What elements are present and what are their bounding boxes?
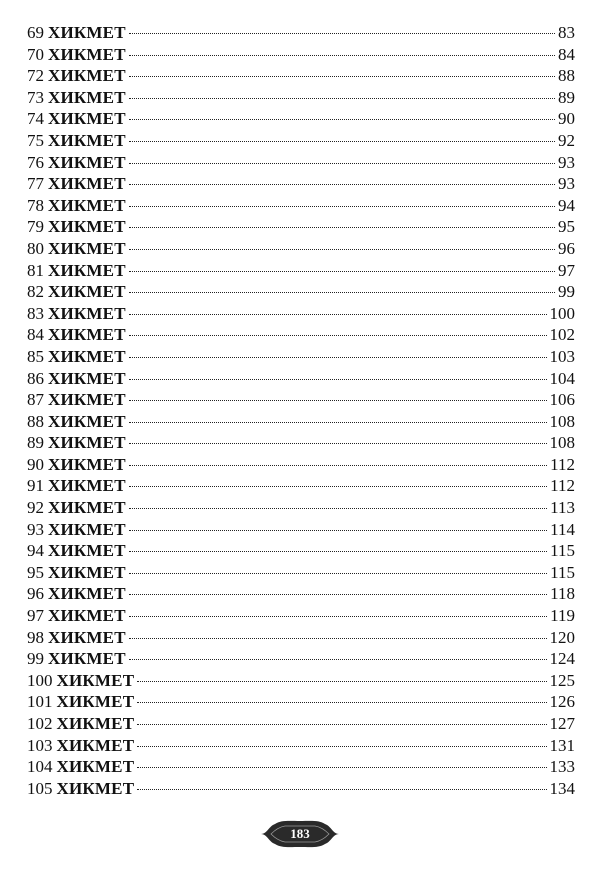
toc-entry-number: 105: [27, 778, 53, 798]
toc-entry: [27, 108, 575, 130]
toc-entry-number: 72: [27, 66, 44, 86]
toc-entry: [27, 497, 575, 519]
toc-entry-number: 73: [27, 87, 44, 107]
dot-leader: [129, 357, 547, 358]
toc-entry-page: 115: [550, 541, 575, 561]
dot-leader: [137, 702, 546, 703]
dot-leader: [129, 292, 555, 293]
toc-entry-label: ХИКМЕТ: [56, 735, 135, 755]
toc-entry-number: 74: [27, 109, 44, 129]
toc-entry-label: ХИКМЕТ: [48, 454, 126, 474]
toc-entry-number: 75: [27, 130, 44, 150]
toc-entry: [27, 627, 575, 649]
toc-entry-page: 100: [549, 303, 575, 323]
toc-entry-number: 87: [27, 390, 44, 410]
toc-entry-page: 94: [558, 195, 575, 215]
toc-entry: [27, 22, 575, 44]
toc-entry-number: 80: [27, 238, 44, 258]
toc-entry-number: 97: [27, 606, 44, 626]
toc-entry-number: 104: [27, 757, 53, 777]
toc-entry-label: ХИКМЕТ: [48, 562, 126, 582]
dot-leader: [129, 33, 555, 34]
dot-leader: [129, 551, 547, 552]
toc-entry-page: 93: [558, 152, 575, 172]
dot-leader: [129, 314, 547, 315]
toc-entry-page: 90: [558, 109, 575, 129]
toc-entry-number: 91: [27, 476, 44, 496]
toc-entry-label: ХИКМЕТ: [48, 584, 126, 604]
toc-entry-page: 106: [549, 390, 575, 410]
toc-entry-label: ХИКМЕТ: [48, 606, 126, 626]
toc-entry-number: 92: [27, 498, 44, 518]
toc-entry-number: 81: [27, 260, 44, 280]
toc-entry-page: 133: [549, 757, 575, 777]
toc-entry-number: 96: [27, 584, 44, 604]
toc-entry: [27, 195, 575, 217]
toc-entry: [27, 65, 575, 87]
toc-entry: [27, 475, 575, 497]
toc-entry-page: 115: [550, 562, 575, 582]
toc-entry-label: ХИКМЕТ: [48, 519, 126, 539]
toc-entry-label: ХИКМЕТ: [48, 195, 126, 215]
toc-entry-page: 102: [549, 325, 575, 345]
toc-entry-label: ХИКМЕТ: [48, 433, 126, 453]
toc-entry-page: 114: [550, 519, 575, 539]
toc-entry-label: ХИКМЕТ: [48, 411, 126, 431]
toc-entry-label: ХИКМЕТ: [48, 649, 126, 669]
toc-entry-page: 83: [558, 23, 575, 42]
toc-entry-label: ХИКМЕТ: [48, 238, 126, 258]
dot-leader: [129, 422, 547, 423]
toc-entry: [27, 346, 575, 368]
toc-entry-label: ХИКМЕТ: [48, 476, 126, 496]
toc-entry-page: 134: [549, 778, 575, 798]
toc-entry-page: 124: [549, 649, 575, 669]
dot-leader: [129, 249, 555, 250]
toc-entry: [27, 583, 575, 605]
toc-entry: [27, 756, 575, 778]
dot-leader: [129, 508, 547, 509]
toc-entry: [27, 238, 575, 260]
toc-entry: [27, 691, 575, 713]
toc-entry-label: ХИКМЕТ: [48, 217, 126, 237]
toc-entry-number: 86: [27, 368, 44, 388]
toc-entry-page: 112: [550, 454, 575, 474]
dot-leader: [137, 746, 546, 747]
toc-entry-number: 83: [27, 303, 44, 323]
toc-entry-page: 84: [558, 44, 575, 64]
toc-entry-page: 113: [550, 498, 575, 518]
toc-entry: [27, 324, 575, 346]
toc-entry-label: ХИКМЕТ: [48, 390, 126, 410]
dot-leader: [129, 594, 547, 595]
dot-leader: [137, 724, 546, 725]
toc-entry: [27, 411, 575, 433]
toc-entry-number: 102: [27, 714, 53, 733]
toc-entry: [27, 454, 575, 476]
dot-leader: [129, 119, 555, 120]
toc-entry-label: ХИКМЕТ: [48, 174, 126, 194]
dot-leader: [129, 271, 555, 272]
toc-entry-page: 96: [558, 238, 575, 258]
toc-entry-label: ХИКМЕТ: [48, 87, 126, 107]
dot-leader: [129, 486, 547, 487]
toc-entry-page: 126: [549, 692, 575, 712]
dot-leader: [129, 76, 555, 77]
dot-leader: [129, 638, 547, 639]
toc-entry-number: 95: [27, 562, 44, 582]
toc-entry-number: 94: [27, 541, 44, 561]
toc-entry-page: 89: [558, 87, 575, 107]
table-of-contents: [27, 22, 575, 799]
dot-leader: [129, 98, 555, 99]
toc-entry-number: 93: [27, 519, 44, 539]
dot-leader: [129, 379, 547, 380]
dot-leader: [129, 206, 555, 207]
toc-entry-number: 76: [27, 152, 44, 172]
toc-entry-page: 118: [550, 584, 575, 604]
toc-entry-number: 69: [27, 23, 44, 42]
toc-entry-label: ХИКМЕТ: [48, 368, 126, 388]
toc-entry: [27, 389, 575, 411]
toc-entry-label: ХИКМЕТ: [48, 44, 126, 64]
toc-entry-page: 120: [549, 627, 575, 647]
toc-entry-label: ХИКМЕТ: [48, 66, 126, 86]
toc-entry-label: ХИКМЕТ: [48, 346, 126, 366]
toc-entry-label: ХИКМЕТ: [48, 325, 126, 345]
toc-entry: [27, 432, 575, 454]
toc-entry-page: 103: [549, 346, 575, 366]
toc-entry-page: 125: [549, 670, 575, 690]
toc-entry: [27, 260, 575, 282]
toc-entry-label: ХИКМЕТ: [48, 260, 126, 280]
toc-entry-label: ХИКМЕТ: [48, 130, 126, 150]
toc-entry: [27, 713, 575, 735]
dot-leader: [129, 227, 555, 228]
toc-entry: [27, 368, 575, 390]
toc-entry: [27, 303, 575, 325]
toc-entry-label: ХИКМЕТ: [48, 282, 126, 302]
toc-entry-page: 97: [558, 260, 575, 280]
toc-entry-number: 78: [27, 195, 44, 215]
toc-entry: [27, 519, 575, 541]
dot-leader: [137, 681, 546, 682]
toc-entry-label: ХИКМЕТ: [48, 152, 126, 172]
dot-leader: [129, 573, 547, 574]
toc-entry-label: ХИКМЕТ: [48, 23, 126, 42]
toc-entry-number: 100: [27, 670, 53, 690]
dot-leader: [129, 55, 555, 56]
toc-entry-label: ХИКМЕТ: [48, 109, 126, 129]
toc-entry-number: 77: [27, 174, 44, 194]
toc-entry-number: 82: [27, 282, 44, 302]
toc-entry-label: ХИКМЕТ: [56, 778, 135, 798]
toc-entry: [27, 735, 575, 757]
toc-entry-page: 95: [558, 217, 575, 237]
toc-entry-page: 104: [549, 368, 575, 388]
toc-entry-page: 88: [558, 66, 575, 86]
toc-entry: [27, 87, 575, 109]
toc-entry-label: ХИКМЕТ: [56, 757, 135, 777]
toc-entry-page: 127: [549, 714, 575, 733]
toc-entry-number: 85: [27, 346, 44, 366]
toc-entry-label: ХИКМЕТ: [48, 303, 126, 323]
dot-leader: [129, 659, 547, 660]
dot-leader: [137, 789, 546, 790]
toc-entry: [27, 152, 575, 174]
dot-leader: [137, 767, 546, 768]
dot-leader: [129, 400, 547, 401]
toc-entry-page: 108: [549, 433, 575, 453]
toc-entry: [27, 44, 575, 66]
toc-entry: [27, 605, 575, 627]
toc-entry-number: 103: [27, 735, 53, 755]
dot-leader: [129, 184, 555, 185]
toc-entry-label: ХИКМЕТ: [48, 498, 126, 518]
toc-entry: [27, 281, 575, 303]
toc-entry-label: ХИКМЕТ: [56, 670, 135, 690]
toc-entry-number: 89: [27, 433, 44, 453]
toc-entry-number: 90: [27, 454, 44, 474]
toc-entry-number: 99: [27, 649, 44, 669]
toc-entry-label: ХИКМЕТ: [48, 541, 126, 561]
toc-entry-number: 84: [27, 325, 44, 345]
toc-entry: [27, 540, 575, 562]
toc-entry-number: 70: [27, 44, 44, 64]
toc-entry-number: 88: [27, 411, 44, 431]
toc-entry-label: ХИКМЕТ: [56, 714, 135, 733]
toc-entry: [27, 648, 575, 670]
toc-entry-number: 79: [27, 217, 44, 237]
toc-entry-page: 131: [549, 735, 575, 755]
toc-entry: [27, 670, 575, 692]
dot-leader: [129, 335, 547, 336]
dot-leader: [129, 465, 547, 466]
toc-entry-label: ХИКМЕТ: [56, 692, 135, 712]
toc-entry-page: 99: [558, 282, 575, 302]
toc-entry-page: 93: [558, 174, 575, 194]
toc-entry-label: ХИКМЕТ: [48, 627, 126, 647]
toc-entry: [27, 173, 575, 195]
toc-entry-number: 98: [27, 627, 44, 647]
toc-entry: [27, 562, 575, 584]
toc-entry: [27, 130, 575, 152]
toc-entry-page: 119: [550, 606, 575, 626]
toc-entry: [27, 778, 575, 800]
dot-leader: [129, 141, 555, 142]
dot-leader: [129, 616, 547, 617]
toc-entry: [27, 216, 575, 238]
toc-entry-page: 92: [558, 130, 575, 150]
dot-leader: [129, 163, 555, 164]
toc-entry-page: 112: [550, 476, 575, 496]
dot-leader: [129, 443, 547, 444]
toc-entry-number: 101: [27, 692, 53, 712]
toc-entry-page: 108: [549, 411, 575, 431]
dot-leader: [129, 530, 547, 531]
page-number: 183: [290, 826, 310, 841]
